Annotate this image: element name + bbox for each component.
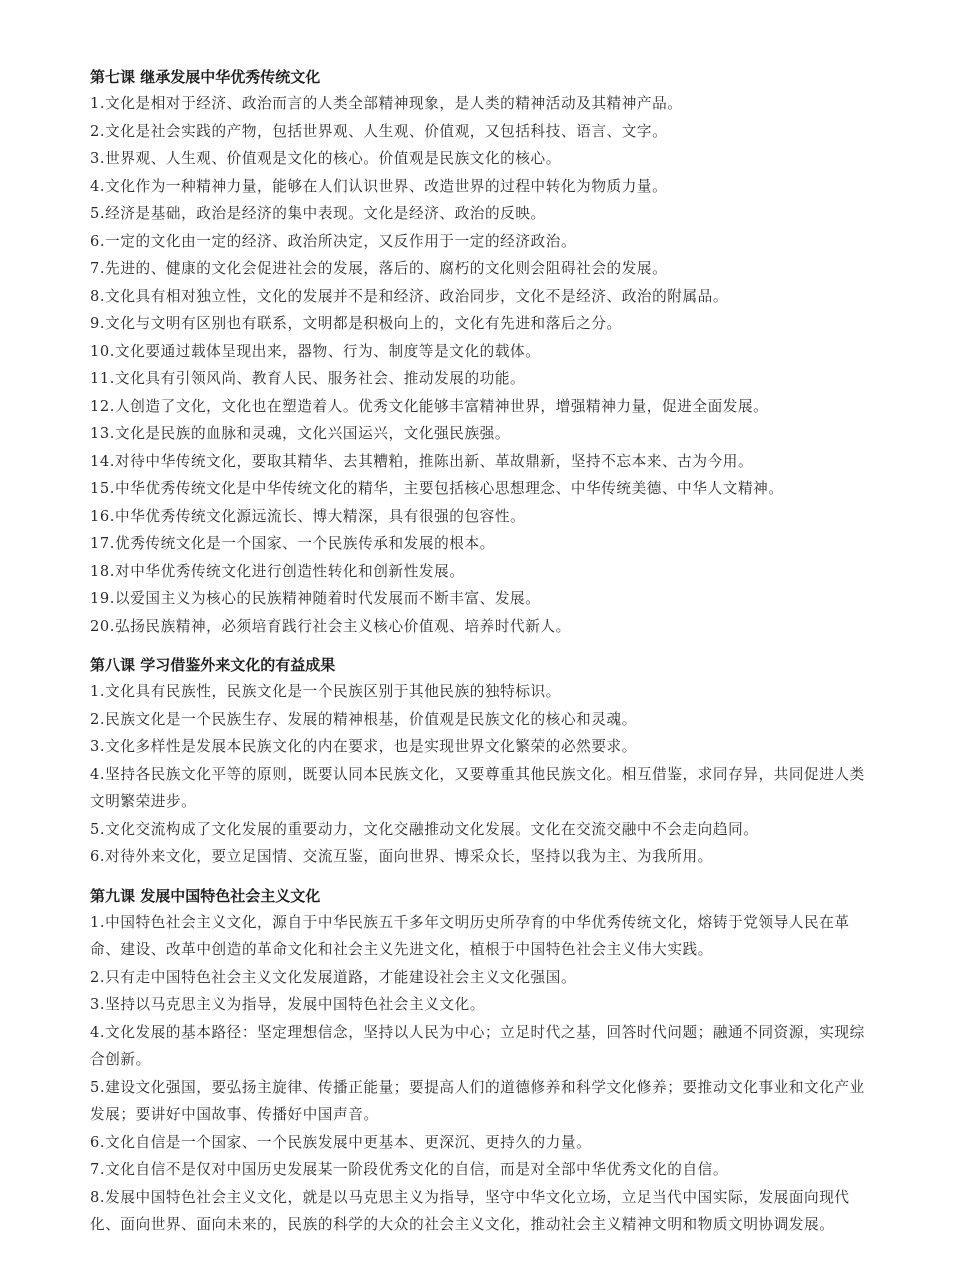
list-item: 18.对中华优秀传统文化进行创造性转化和创新性发展。 (90, 562, 465, 580)
list-item: 8.文化具有相对独立性，文化的发展并不是和经济、政治同步，文化不是经济、政治的附属品。 (90, 287, 729, 305)
list-item: 19.以爱国主义为核心的民族精神随着时代发展而不断丰富、发展。 (90, 590, 541, 607)
section-title: 第九课 发展中国特色社会主义文化 (90, 886, 321, 905)
section-title: 第七课 继承发展中华优秀传统文化 (90, 68, 321, 86)
list-item: 1.文化是相对于经济、政治而言的人类全部精神现象，是人类的精神活动及其精神产品。 (90, 95, 683, 112)
list-item: 15.中华优秀传统文化是中华传统文化的精华，主要包括核心思想理念、中华传统美德、中华人文精神。 (90, 480, 784, 497)
list-item: 2.只有走中国特色社会主义文化发展道路，才能建设社会主义文化强国。 (90, 968, 577, 986)
list-item: 16.中华优秀传统文化源远流长、博大精深，具有很强的包容性。 (90, 507, 526, 525)
list-item: 5.文化交流构成了文化发展的重要动力，文化交融推动文化发展。文化在交流交融中不会走向趋同。 (90, 820, 759, 838)
section-title: 第八课 学习借鉴外来文化的有益成果 (90, 656, 336, 674)
list-item: 14.对待中华传统文化，要取其精华、去其糟粕，推陈出新、革故鼎新，坚持不忘本来、古为今用。 (90, 452, 754, 470)
section-lesson-7 (90, 64, 870, 640)
list-item: 8.发展中国特色社会主义文化，就是以马克思主义为指导，坚守中华文化立场，立足当代中国实际，发展面向现代化、面向世界、面向未来的，民族的科学的大众的社会主义文化，推动社会主义精神文明和物质文明协调发展。 (90, 1188, 850, 1233)
list-item: 4.坚持各民族文化平等的原则，既要认同本民族文化，又要尊重其他民族文化。相互借鉴，求同存异，共同促进人类文明繁荣进步。 (90, 765, 865, 810)
document-page (90, 64, 870, 1239)
list-item: 20.弘扬民族精神，必须培育践行社会主义核心价值观、培养时代新人。 (90, 617, 571, 635)
list-item: 2.民族文化是一个民族生存、发展的精神根基，价值观是民族文化的核心和灵魂。 (90, 710, 637, 728)
section-lesson-8 (90, 652, 870, 871)
list-item: 17.优秀传统文化是一个国家、一个民族传承和发展的根本。 (90, 535, 495, 552)
list-item: 6.对待外来文化，要立足国情、交流互鉴，面向世界、博采众长，坚持以我为主、为我所用。 (90, 848, 713, 865)
list-item: 11.文化具有引领风尚、教育人民、服务社会、推动发展的功能。 (90, 370, 526, 387)
list-item: 6.文化自信是一个国家、一个民族发展中更基本、更深沉、更持久的力量。 (90, 1133, 592, 1151)
list-item: 3.坚持以马克思主义为指导，发展中国特色社会主义文化。 (90, 996, 485, 1013)
list-item: 6.一定的文化由一定的经济、政治所决定，又反作用于一定的经济政治。 (90, 232, 577, 250)
list-item: 13.文化是民族的血脉和灵魂，文化兴国运兴，文化强民族强。 (90, 425, 511, 442)
list-item: 5.建设文化强国，要弘扬主旋律、传播正能量；要提高人们的道德修养和科学文化修养；要推动文化事业和文化产业发展；要讲好中国故事、传播好中国声音。 (90, 1078, 865, 1123)
item-list (90, 678, 870, 871)
list-item: 12.人创造了文化，文化也在塑造着人。优秀文化能够丰富精神世界，增强精神力量，促进全面发展。 (90, 397, 769, 415)
section-lesson-9 (90, 883, 870, 1239)
list-item: 3.世界观、人生观、价值观是文化的核心。价值观是民族文化的核心。 (90, 150, 561, 167)
list-item: 1.文化具有民族性，民族文化是一个民族区别于其他民族的独特标识。 (90, 683, 561, 700)
list-item: 5.经济是基础，政治是经济的集中表现。文化是经济、政治的反映。 (90, 205, 546, 222)
list-item: 3.文化多样性是发展本民族文化的内在要求，也是实现世界文化繁荣的必然要求。 (90, 738, 637, 755)
item-list (90, 909, 870, 1239)
list-item: 9.文化与文明有区别也有联系，文明都是积极向上的，文化有先进和落后之分。 (90, 315, 622, 332)
list-item: 2.文化是社会实践的产物，包括世界观、人生观、价值观，又包括科技、语言、文字。 (90, 122, 668, 140)
list-item: 4.文化发展的基本路径：坚定理想信念，坚持以人民为中心；立足时代之基，回答时代问题；融通不同资源，实现综合创新。 (90, 1023, 865, 1068)
list-item: 10.文化要通过载体呈现出来，器物、行为、制度等是文化的载体。 (90, 342, 541, 360)
list-item: 7.文化自信不是仅对中国历史发展某一阶段优秀文化的自信，而是对全部中华优秀文化的自信。 (90, 1161, 729, 1178)
list-item: 7.先进的、健康的文化会促进社会的发展，落后的、腐朽的文化则会阻碍社会的发展。 (90, 260, 668, 277)
item-list (90, 90, 870, 640)
list-item: 4.文化作为一种精神力量，能够在人们认识世界、改造世界的过程中转化为物质力量。 (90, 177, 668, 195)
list-item: 1.中国特色社会主义文化，源自于中华民族五千多年文明历史所孕育的中华优秀传统文化，熔铸于党领导人民在革命、建设、改革中创造的革命文化和社会主义先进文化，植根于中国特色社会主义伟大实践。 (90, 913, 850, 958)
